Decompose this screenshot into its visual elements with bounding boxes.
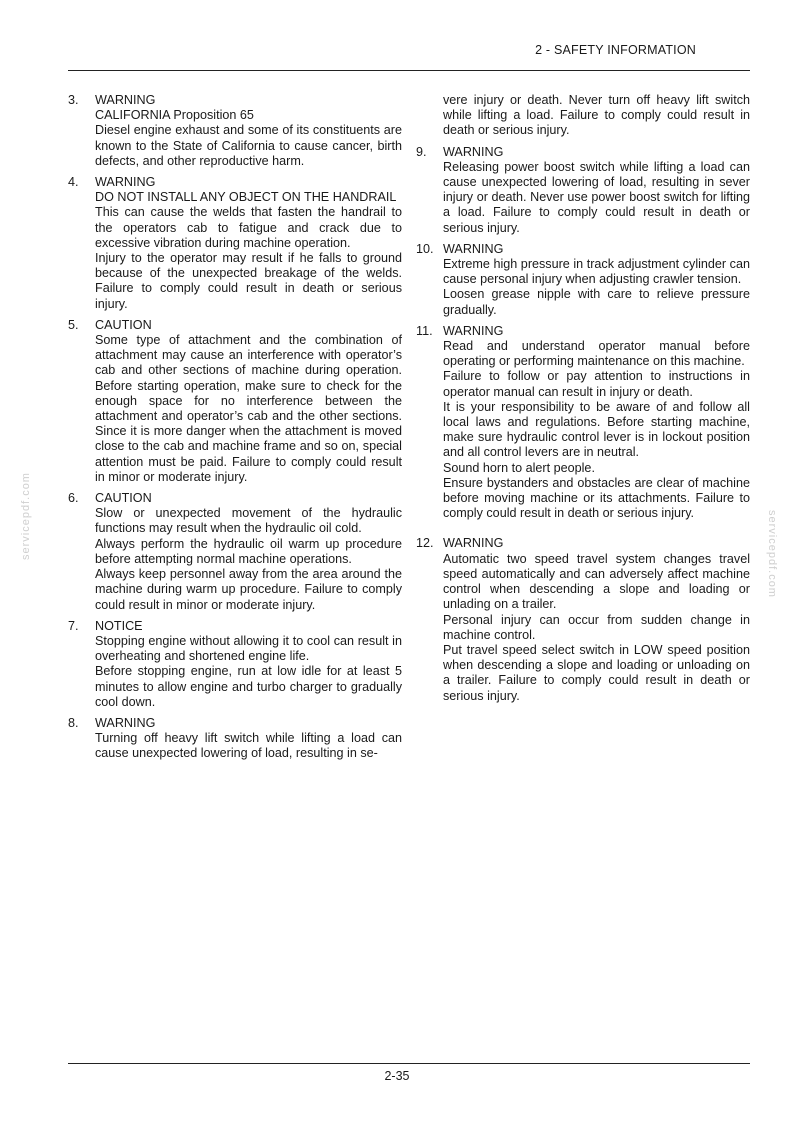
item-heading: CAUTION: [95, 317, 152, 332]
page-number: 2-35: [384, 1069, 410, 1083]
right-column: [416, 93, 750, 710]
item-paragraph: Always keep personnel away from the area around the machine during warm up procedure. Failure to comply could result in minor or moderate injury.: [95, 567, 402, 612]
item-paragraph: Always perform the hydraulic oil warm up procedure before attempting normal machine operations.: [95, 536, 402, 566]
watermark-right: servicepdf.com: [766, 510, 778, 598]
safety-item-10: [416, 242, 750, 318]
item-number: 5.: [68, 317, 79, 332]
safety-item-4: [68, 175, 402, 312]
item-paragraph: This can cause the welds that fasten the handrail to the operators cab to fatigue and crack due to excessive vibration during machine operation.: [95, 205, 402, 250]
item-number: 11.: [416, 323, 433, 338]
item-paragraph: Personal injury can occur from sudden change in machine control.: [443, 612, 750, 642]
footer-rule: [68, 1063, 750, 1064]
header-rule: [68, 70, 750, 71]
item-heading: NOTICE: [95, 618, 143, 633]
item-paragraph: Some type of attachment and the combination of attachment may cause an interference with operator’s cab and other sections of machine during operation. Before starting operation, make sure to check for the enough space for no interference between the attachment and operator’s cab and the other sections. Since it is more danger when the attachment is moved close to the cab and machine frame and so on, special attention must be paid. Failure to comply could result in minor or moderate injury.: [95, 333, 402, 484]
item-paragraph: Injury to the operator may result if he falls to ground because of the unexpected breakage of the welds. Failure to comply could result in death or serious injury.: [95, 251, 402, 311]
item-paragraph: Before stopping engine, run at low idle for at least 5 minutes to allow engine and turbo charger to gradually cool down.: [95, 664, 402, 709]
item-number: 7.: [68, 618, 79, 633]
safety-item-7: [68, 619, 402, 710]
section-header: 2 - SAFETY INFORMATION: [535, 43, 696, 57]
item-paragraph: Automatic two speed travel system changes travel speed automatically and can adversely affect machine control when descending a slope and loading or unlading on a trailer.: [443, 551, 750, 612]
safety-item-6: [68, 491, 402, 613]
item-paragraph: Failure to follow or pay attention to instructions in operator manual can result in injury or death.: [443, 369, 750, 399]
item-heading: WARNING: [443, 241, 504, 256]
item-paragraph: Releasing power boost switch while lifting a load can cause unexpected lowering of load, resulting in sever injury or death. Never use power boost switch for lifting a load. Failure to comply could result in death or serious injury.: [443, 159, 750, 235]
left-column: [68, 93, 402, 768]
safety-item-11: [416, 324, 750, 522]
safety-item-9: [416, 145, 750, 236]
item-number: 3.: [68, 93, 79, 107]
item-heading: WARNING: [443, 144, 504, 159]
item-number: 10.: [416, 241, 434, 256]
safety-item-5: [68, 318, 402, 485]
item-paragraph: It is your responsibility to be aware of and follow all local laws and regulations. Before starting machine, make sure hydraulic control lever is in lockout position and all control levers are in neutral.: [443, 399, 750, 460]
item-paragraph: Slow or unexpected movement of the hydraulic functions may result when the hydraulic oil cold.: [95, 506, 402, 536]
safety-item-8: [68, 716, 402, 762]
item-paragraph: Stopping engine without allowing it to cool can result in overheating and shortened engine life.: [95, 633, 402, 664]
item-paragraph: DO NOT INSTALL ANY OBJECT ON THE HANDRAIL: [95, 190, 397, 205]
item-paragraph: Loosen grease nipple with care to relieve pressure gradually.: [443, 287, 750, 317]
item-paragraph: Sound horn to alert people.: [443, 460, 595, 475]
item-8-continuation: vere injury or death. Never turn off heavy lift switch while lifting a load. Failure to comply could result in death or serious injury.: [443, 93, 750, 138]
item-number: 8.: [68, 715, 79, 730]
item-paragraph: CALIFORNIA Proposition 65: [95, 108, 254, 123]
item-paragraph: Ensure bystanders and obstacles are clear of machine before moving machine or its attachments. Failure to comply could result in death or serious injury.: [443, 475, 750, 521]
item-heading: WARNING: [443, 536, 504, 551]
item-number: 12.: [416, 536, 434, 551]
safety-item-12: [416, 536, 750, 703]
watermark-left: servicepdf.com: [20, 472, 32, 560]
item-paragraph: Turning off heavy lift switch while lifting a load can cause unexpected lowering of load, resulting in se-: [95, 731, 402, 761]
item-paragraph: Read and understand operator manual before operating or performing maintenance on this machine.: [443, 339, 750, 369]
item-paragraph: Put travel speed select switch in LOW speed position when descending a slope and loading or unloading on a trailer. Failure to comply could result in death or serious injury.: [443, 642, 750, 703]
item-heading: WARNING: [95, 715, 156, 730]
item-paragraph: Diesel engine exhaust and some of its constituents are known to the State of California to cause cancer, birth defects, and other reproductive harm.: [95, 123, 402, 168]
item-heading: WARNING: [95, 93, 156, 107]
safety-item-3: [68, 93, 402, 169]
item-number: 4.: [68, 175, 79, 190]
item-number: 9.: [416, 144, 427, 159]
item-number: 6.: [68, 491, 79, 506]
item-paragraph: Extreme high pressure in track adjustment cylinder can cause personal injury when adjusting crawler tension.: [443, 257, 750, 287]
item-heading: WARNING: [95, 175, 156, 190]
item-heading: CAUTION: [95, 491, 152, 506]
item-heading: WARNING: [443, 323, 504, 338]
